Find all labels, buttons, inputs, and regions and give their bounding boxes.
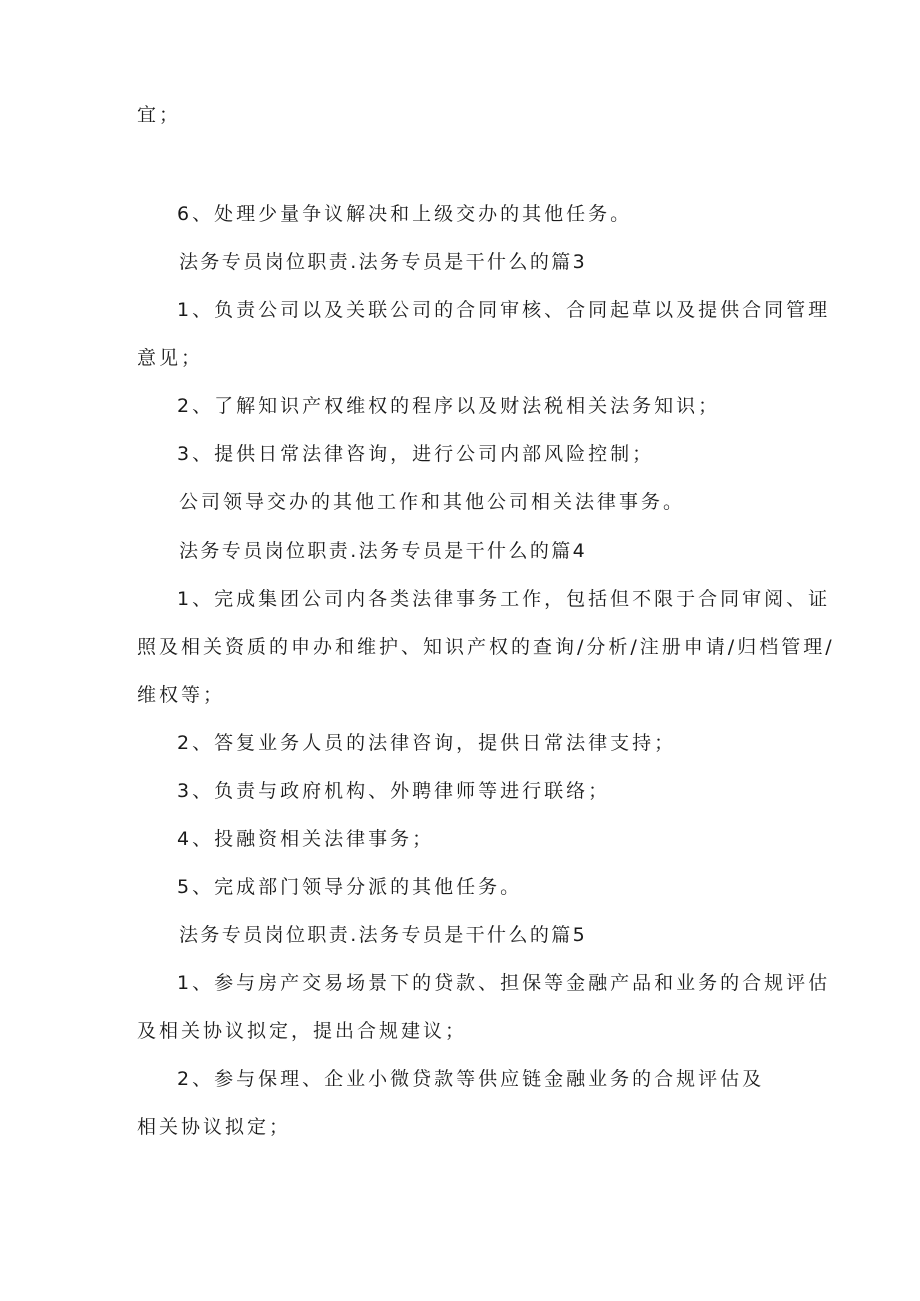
text-line: 相关协议拟定； [137,1116,292,1138]
section-heading: 法务专员岗位职责.法务专员是干什么的篇5 [179,924,588,946]
list-item: 3、提供日常法律咨询，进行公司内部风险控制； [177,443,655,465]
list-item: 2、了解知识产权维权的程序以及财法税相关法务知识； [177,395,721,417]
list-item: 3、负责与政府机构、外聘律师等进行联络； [177,780,611,802]
text-line: 维权等； [137,684,226,706]
list-item: 2、答复业务人员的法律咨询，提供日常法律支持； [177,732,677,754]
section-heading: 法务专员岗位职责.法务专员是干什么的篇4 [179,540,588,562]
text-line: 公司领导交办的其他工作和其他公司相关法律事务。 [179,491,686,513]
list-item: 5、完成部门领导分派的其他任务。 [177,876,523,898]
list-item: 4、投融资相关法律事务； [177,828,435,850]
list-item: 6、处理少量争议解决和上级交办的其他任务。 [177,203,633,225]
text-line: 宜； [137,104,182,126]
list-item: 2、参与保理、企业小微贷款等供应链金融业务的合规评估及 [177,1068,765,1090]
section-heading: 法务专员岗位职责.法务专员是干什么的篇3 [179,251,588,273]
text-line: 及相关协议拟定，提出合规建议； [137,1020,468,1042]
list-item: 1、负责公司以及关联公司的合同审核、合同起草以及提供合同管理 [177,299,831,321]
text-line: 意见； [137,347,204,369]
text-line: 照及相关资质的申办和维护、知识产权的查询/分析/注册申请/归档管理/ [137,636,835,658]
list-item: 1、参与房产交易场景下的贷款、担保等金融产品和业务的合规评估 [177,972,831,994]
list-item: 1、完成集团公司内各类法律事务工作，包括但不限于合同审阅、证 [177,588,831,610]
